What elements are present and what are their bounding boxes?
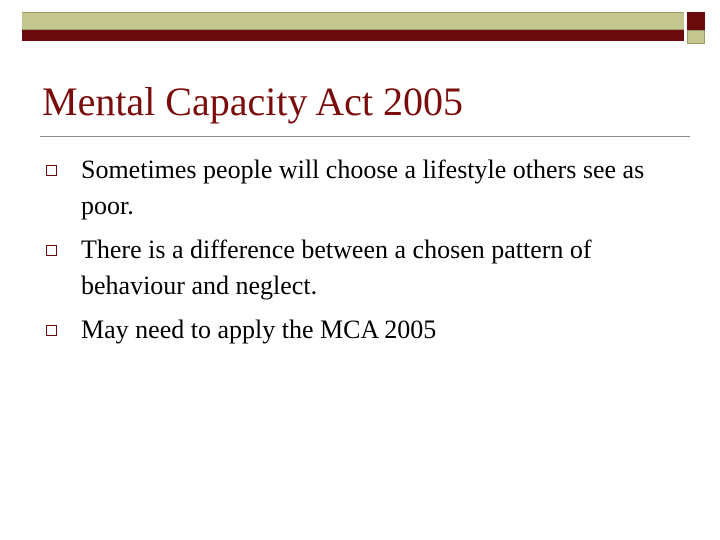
header-square-olive bbox=[687, 30, 705, 44]
hollow-square-icon bbox=[46, 165, 57, 176]
bullet-text: Sometimes people will choose a lifestyle others see as poor. bbox=[81, 155, 645, 220]
header-band-maroon bbox=[22, 30, 684, 41]
bullet-item bbox=[42, 232, 692, 304]
header-band-olive bbox=[22, 12, 684, 30]
bullet-list bbox=[42, 152, 692, 356]
bullet-text: There is a difference between a chosen pattern of behaviour and neglect. bbox=[81, 235, 592, 300]
bullet-text: May need to apply the MCA 2005 bbox=[81, 315, 437, 344]
bullet-item bbox=[42, 312, 692, 348]
bullet-item bbox=[42, 152, 692, 224]
hollow-square-icon bbox=[46, 325, 57, 336]
hollow-square-icon bbox=[46, 245, 57, 256]
slide-title: Mental Capacity Act 2005 bbox=[42, 79, 464, 124]
header-square-maroon bbox=[687, 12, 705, 30]
title-divider bbox=[40, 136, 690, 137]
